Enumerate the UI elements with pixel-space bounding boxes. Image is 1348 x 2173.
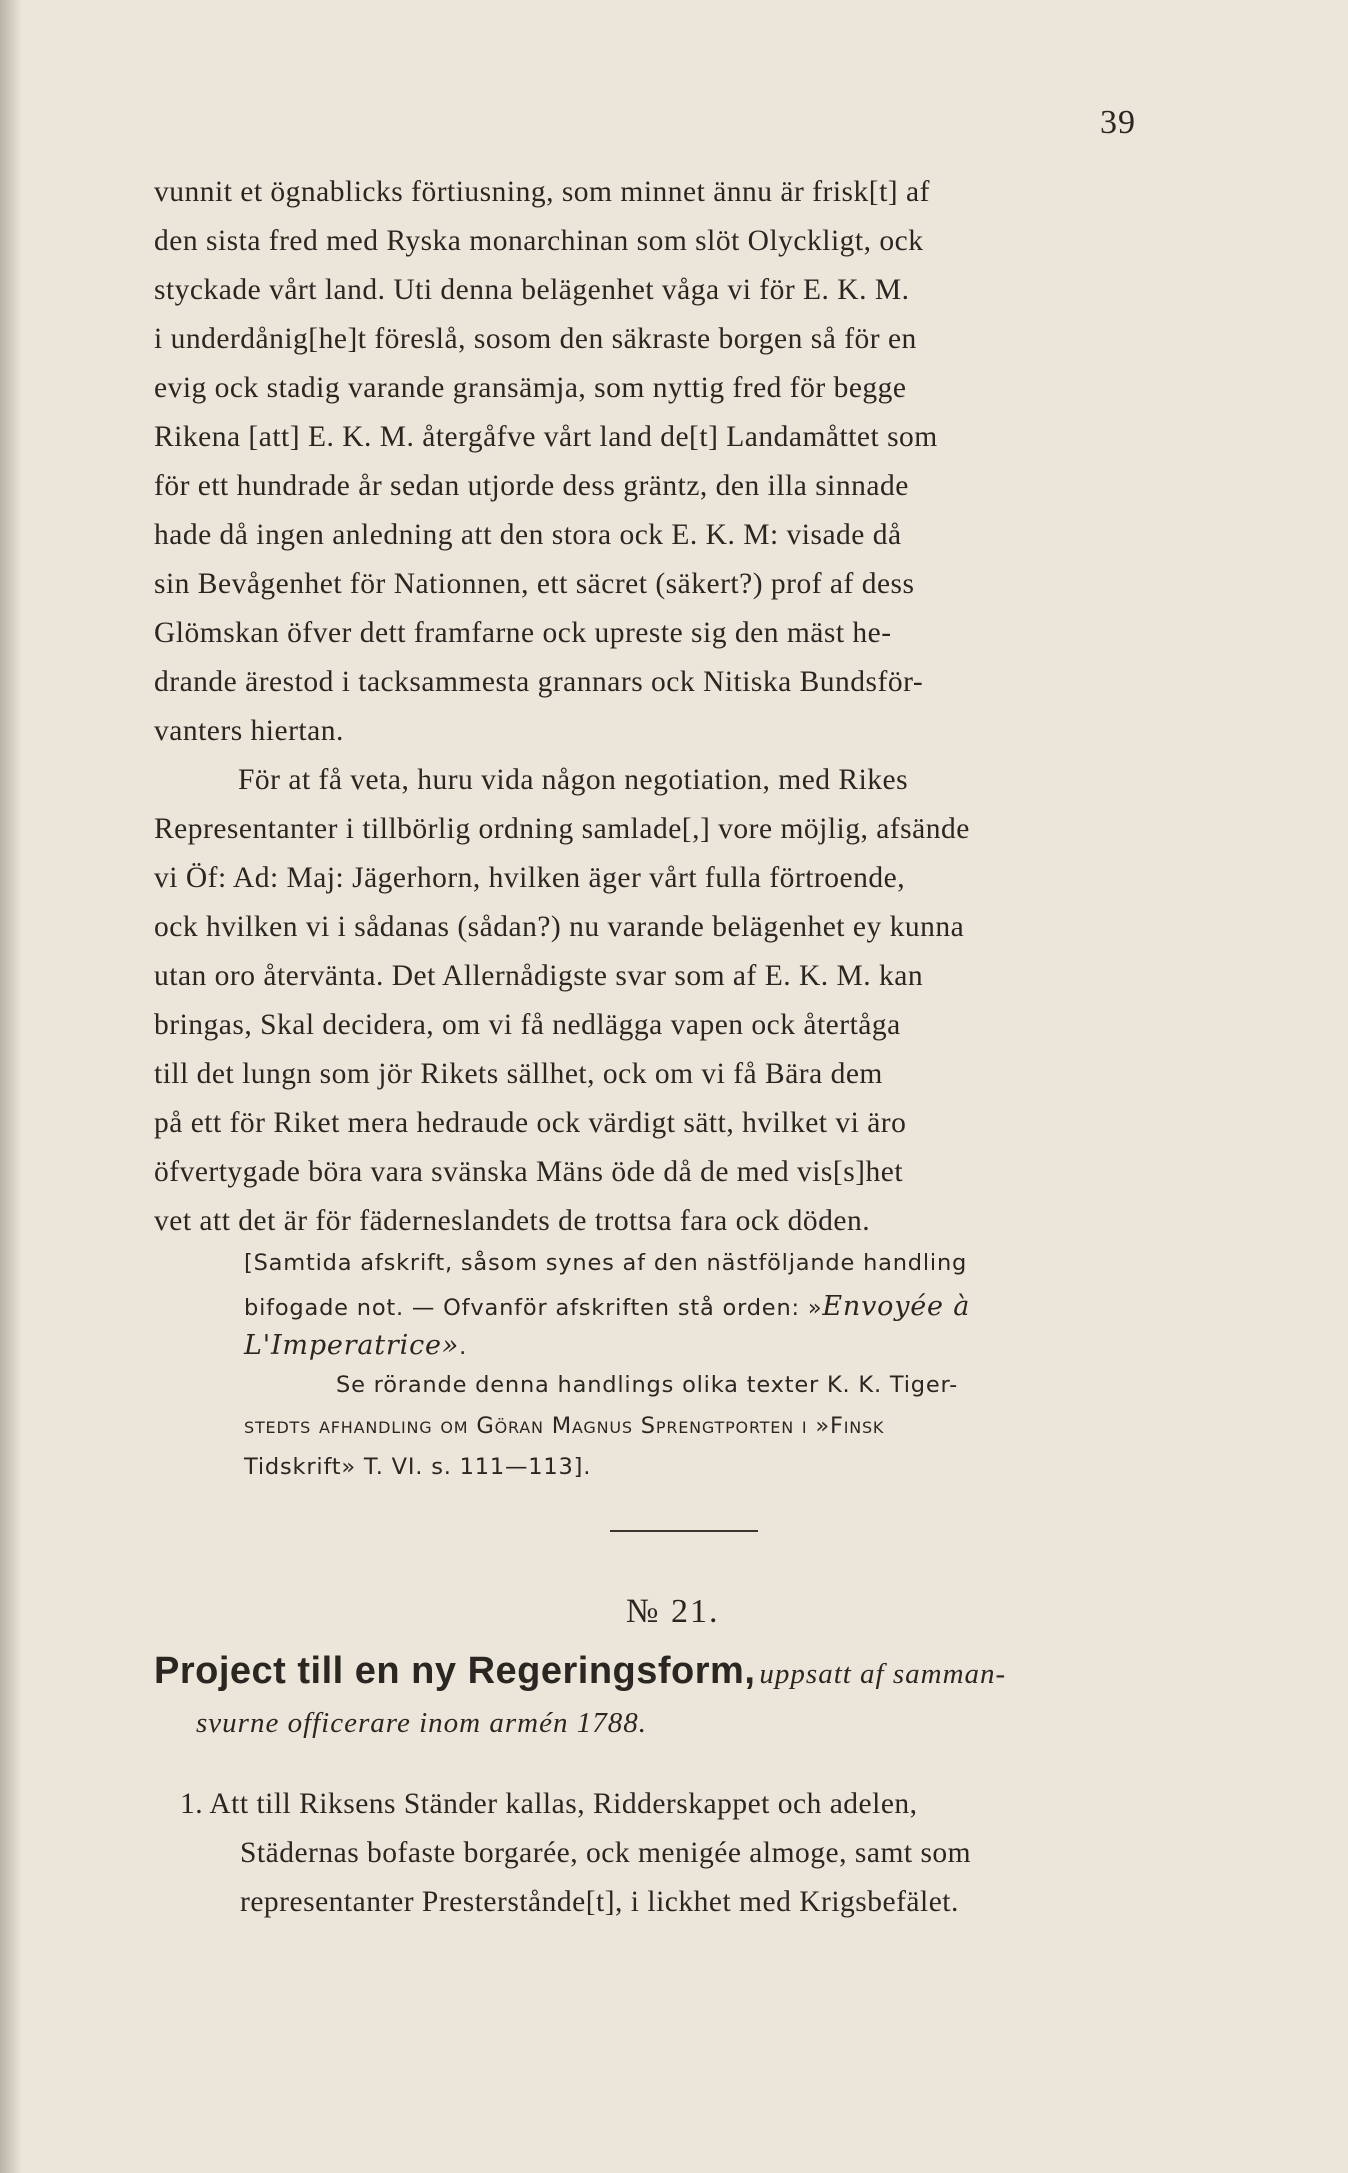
title-main: Project till en ny Regeringsform, xyxy=(154,1650,756,1692)
note-line: stedts afhandling om Göran Magnus Sprengtporten i »Finsk xyxy=(244,1413,885,1439)
note-line: Se rörande denna handlings olika texter K. K. Tiger- xyxy=(336,1372,959,1398)
body-line: till det lungn som jör Rikets sällhet, ock om vi få Bära dem xyxy=(154,1058,883,1090)
note-line xyxy=(244,1330,467,1361)
section-line: representanter Presterstånde[t], i lickhet med Krigsbefälet. xyxy=(240,1886,959,1918)
body-line: utan oro återvänta. Det Allernådigste svar som af E. K. M. kan xyxy=(154,960,924,992)
body-line: För at få veta, huru vida någon negotiation, med Rikes xyxy=(238,764,909,796)
title-subtitle: uppsatt af samman- xyxy=(759,1658,1007,1690)
page-edge-shadow xyxy=(0,0,22,2173)
note-text: . xyxy=(459,1334,468,1360)
body-line: Rikena [att] E. K. M. återgåfve vårt land de[t] Landamåttet som xyxy=(154,421,938,453)
note-italic-text: Envoyée à xyxy=(822,1291,971,1322)
body-line: på ett för Riket mera hedraude ock värdigt sätt, hvilket vi äro xyxy=(154,1107,907,1139)
note-line: [Samtida afskrift, såsom synes af den nästföljande handling xyxy=(244,1250,968,1276)
body-line: Representanter i tillbörlig ordning samlade[,] vore möjlig, afsände xyxy=(154,813,970,845)
body-line: den sista fred med Ryska monarchinan som slöt Olyckligt, ock xyxy=(154,225,924,257)
body-line: drande ärestod i tacksammesta grannars ock Nitiska Bundsför- xyxy=(154,666,924,698)
body-line: styckade vårt land. Uti denna belägenhet våga vi för E. K. M. xyxy=(154,274,910,306)
note-italic-text: L'Imperatrice» xyxy=(244,1330,460,1361)
body-line: vunnit et ögnablicks förtiusning, som minnet ännu är frisk[t] af xyxy=(154,176,930,208)
section-line: Städernas bofaste borgarée, ock menigée almoge, samt som xyxy=(240,1837,972,1869)
note-text: bifogade not. — Ofvanför afskriften stå orden: » xyxy=(244,1295,823,1321)
body-line: vanters hiertan. xyxy=(154,715,344,747)
body-line: sin Bevågenhet för Nationnen, ett säcret (säkert?) prof af dess xyxy=(154,568,915,600)
title-subtitle-continued: svurne officerare inom armén 1788. xyxy=(196,1707,647,1739)
body-line: öfvertygade böra vara svänska Mäns öde då de med vis[s]het xyxy=(154,1156,904,1188)
body-line: för ett hundrade år sedan utjorde dess gräntz, den illa sinnade xyxy=(154,470,909,502)
body-line: bringas, Skal decidera, om vi få nedlägga vapen ock återtåga xyxy=(154,1009,901,1041)
document-number: № 21. xyxy=(626,1593,720,1630)
section-line: 1. Att till Riksens Ständer kallas, Ridderskappet och adelen, xyxy=(180,1788,918,1820)
body-line: ock hvilken vi i sådanas (sådan?) nu varande belägenhet ey kunna xyxy=(154,911,965,943)
body-line: hade då ingen anledning att den stora ock E. K. M: visade då xyxy=(154,519,902,551)
document-title xyxy=(154,1650,1006,1693)
body-line: vet att det är för fäderneslandets de trottsa fara ock döden. xyxy=(154,1205,871,1237)
body-line: Glömskan öfver dett framfarne ock upreste sig den mäst he- xyxy=(154,617,892,649)
section-divider xyxy=(610,1530,758,1532)
note-line xyxy=(244,1291,970,1322)
body-line: i underdånig[he]t föreslå, sosom den säkraste borgen så för en xyxy=(154,323,917,355)
body-line: vi Öf: Ad: Maj: Jägerhorn, hvilken äger vårt fulla förtroende, xyxy=(154,862,906,894)
body-line: evig ock stadig varande gransämja, som nyttig fred för begge xyxy=(154,372,907,404)
note-line: Tidskrift» T. VI. s. 111—113]. xyxy=(244,1454,592,1480)
page-number: 39 xyxy=(1100,104,1136,141)
